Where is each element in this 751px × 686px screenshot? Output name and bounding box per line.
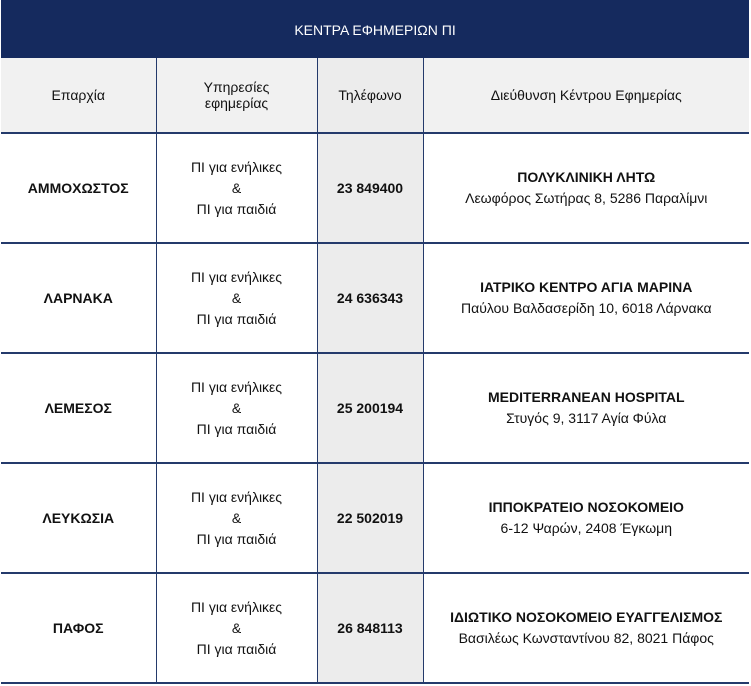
service-ampersand: & (231, 399, 242, 416)
service-adults: ΠΙ για ενήλικες (190, 598, 283, 615)
services-cell (156, 353, 317, 463)
service-children: ΠΙ για παιδιά (196, 200, 277, 217)
service-children: ΠΙ για παιδιά (196, 530, 277, 547)
center-name: ΙΑΤΡΙΚΟ ΚΕΝΤΡΟ ΑΓΙΑ ΜΑΡΙΝΑ (480, 279, 693, 295)
address-cell (423, 463, 749, 573)
header-address: Διεύθυνση Κέντρου Εφημερίας (423, 58, 749, 133)
header-row (1, 58, 749, 133)
phone-cell: 24 636343 (317, 243, 423, 353)
center-address: Παύλου Βαλδασερίδη 10, 6018 Λάρνακα (460, 300, 712, 316)
center-address: 6-12 Ψαρών, 2408 Έγκωμη (500, 520, 672, 536)
header-phone: Τηλέφωνο (317, 58, 423, 133)
region-cell: ΛΕΥΚΩΣΙΑ (1, 463, 156, 573)
table-row (1, 133, 749, 243)
service-children: ΠΙ για παιδιά (196, 640, 277, 657)
table-row (1, 243, 749, 353)
phone-cell: 22 502019 (317, 463, 423, 573)
service-children: ΠΙ για παιδιά (196, 310, 277, 327)
center-address: Στυγός 9, 3117 Αγία Φύλα (506, 410, 667, 426)
address-cell (423, 573, 749, 683)
on-call-centers-table (1, 0, 749, 684)
address-cell (423, 353, 749, 463)
service-ampersand: & (231, 509, 242, 526)
region-cell: ΠΑΦΟΣ (1, 573, 156, 683)
services-cell (156, 463, 317, 573)
table-title: ΚΕΝΤΡΑ ΕΦΗΜΕΡΙΩΝ ΠΙ (1, 1, 749, 59)
region-cell: ΑΜΜΟΧΩΣΤΟΣ (1, 133, 156, 243)
title-row (1, 1, 749, 59)
center-address: Λεωφόρος Σωτήρας 8, 5286 Παραλίμνι (465, 190, 708, 206)
address-cell (423, 243, 749, 353)
region-cell: ΛΑΡΝΑΚΑ (1, 243, 156, 353)
table-row (1, 353, 749, 463)
service-adults: ΠΙ για ενήλικες (190, 378, 283, 395)
header-region: Επαρχία (1, 58, 156, 133)
center-name: ΙΔΙΩΤΙΚΟ ΝΟΣΟΚΟΜΕΙΟ ΕΥΑΓΓΕΛΙΣΜΟΣ (450, 609, 723, 625)
center-name: ΙΠΠΟΚΡΑΤΕΙΟ ΝΟΣΟΚΟΜΕΙΟ (488, 499, 684, 515)
center-address: Βασιλέως Κωνσταντίνου 82, 8021 Πάφος (458, 630, 714, 646)
header-services-line2: εφημερίας (204, 95, 269, 111)
service-adults: ΠΙ για ενήλικες (190, 488, 283, 505)
service-ampersand: & (231, 619, 242, 636)
center-name: MEDITERRANEAN HOSPITAL (488, 389, 685, 405)
table-row (1, 463, 749, 573)
center-name: ΠΟΛΥΚΛΙΝΙΚΗ ΛΗΤΩ (517, 169, 656, 185)
phone-cell: 25 200194 (317, 353, 423, 463)
phone-cell: 26 848113 (317, 573, 423, 683)
header-services-line1: Υπηρεσίες (203, 79, 270, 95)
services-cell (156, 573, 317, 683)
service-ampersand: & (231, 289, 242, 306)
phone-cell: 23 849400 (317, 133, 423, 243)
service-children: ΠΙ για παιδιά (196, 420, 277, 437)
region-cell: ΛΕΜΕΣΟΣ (1, 353, 156, 463)
service-ampersand: & (231, 179, 242, 196)
address-cell (423, 133, 749, 243)
service-adults: ΠΙ για ενήλικες (190, 158, 283, 175)
header-services (156, 58, 317, 133)
services-cell (156, 133, 317, 243)
services-cell (156, 243, 317, 353)
service-adults: ΠΙ για ενήλικες (190, 268, 283, 285)
table-row (1, 573, 749, 683)
